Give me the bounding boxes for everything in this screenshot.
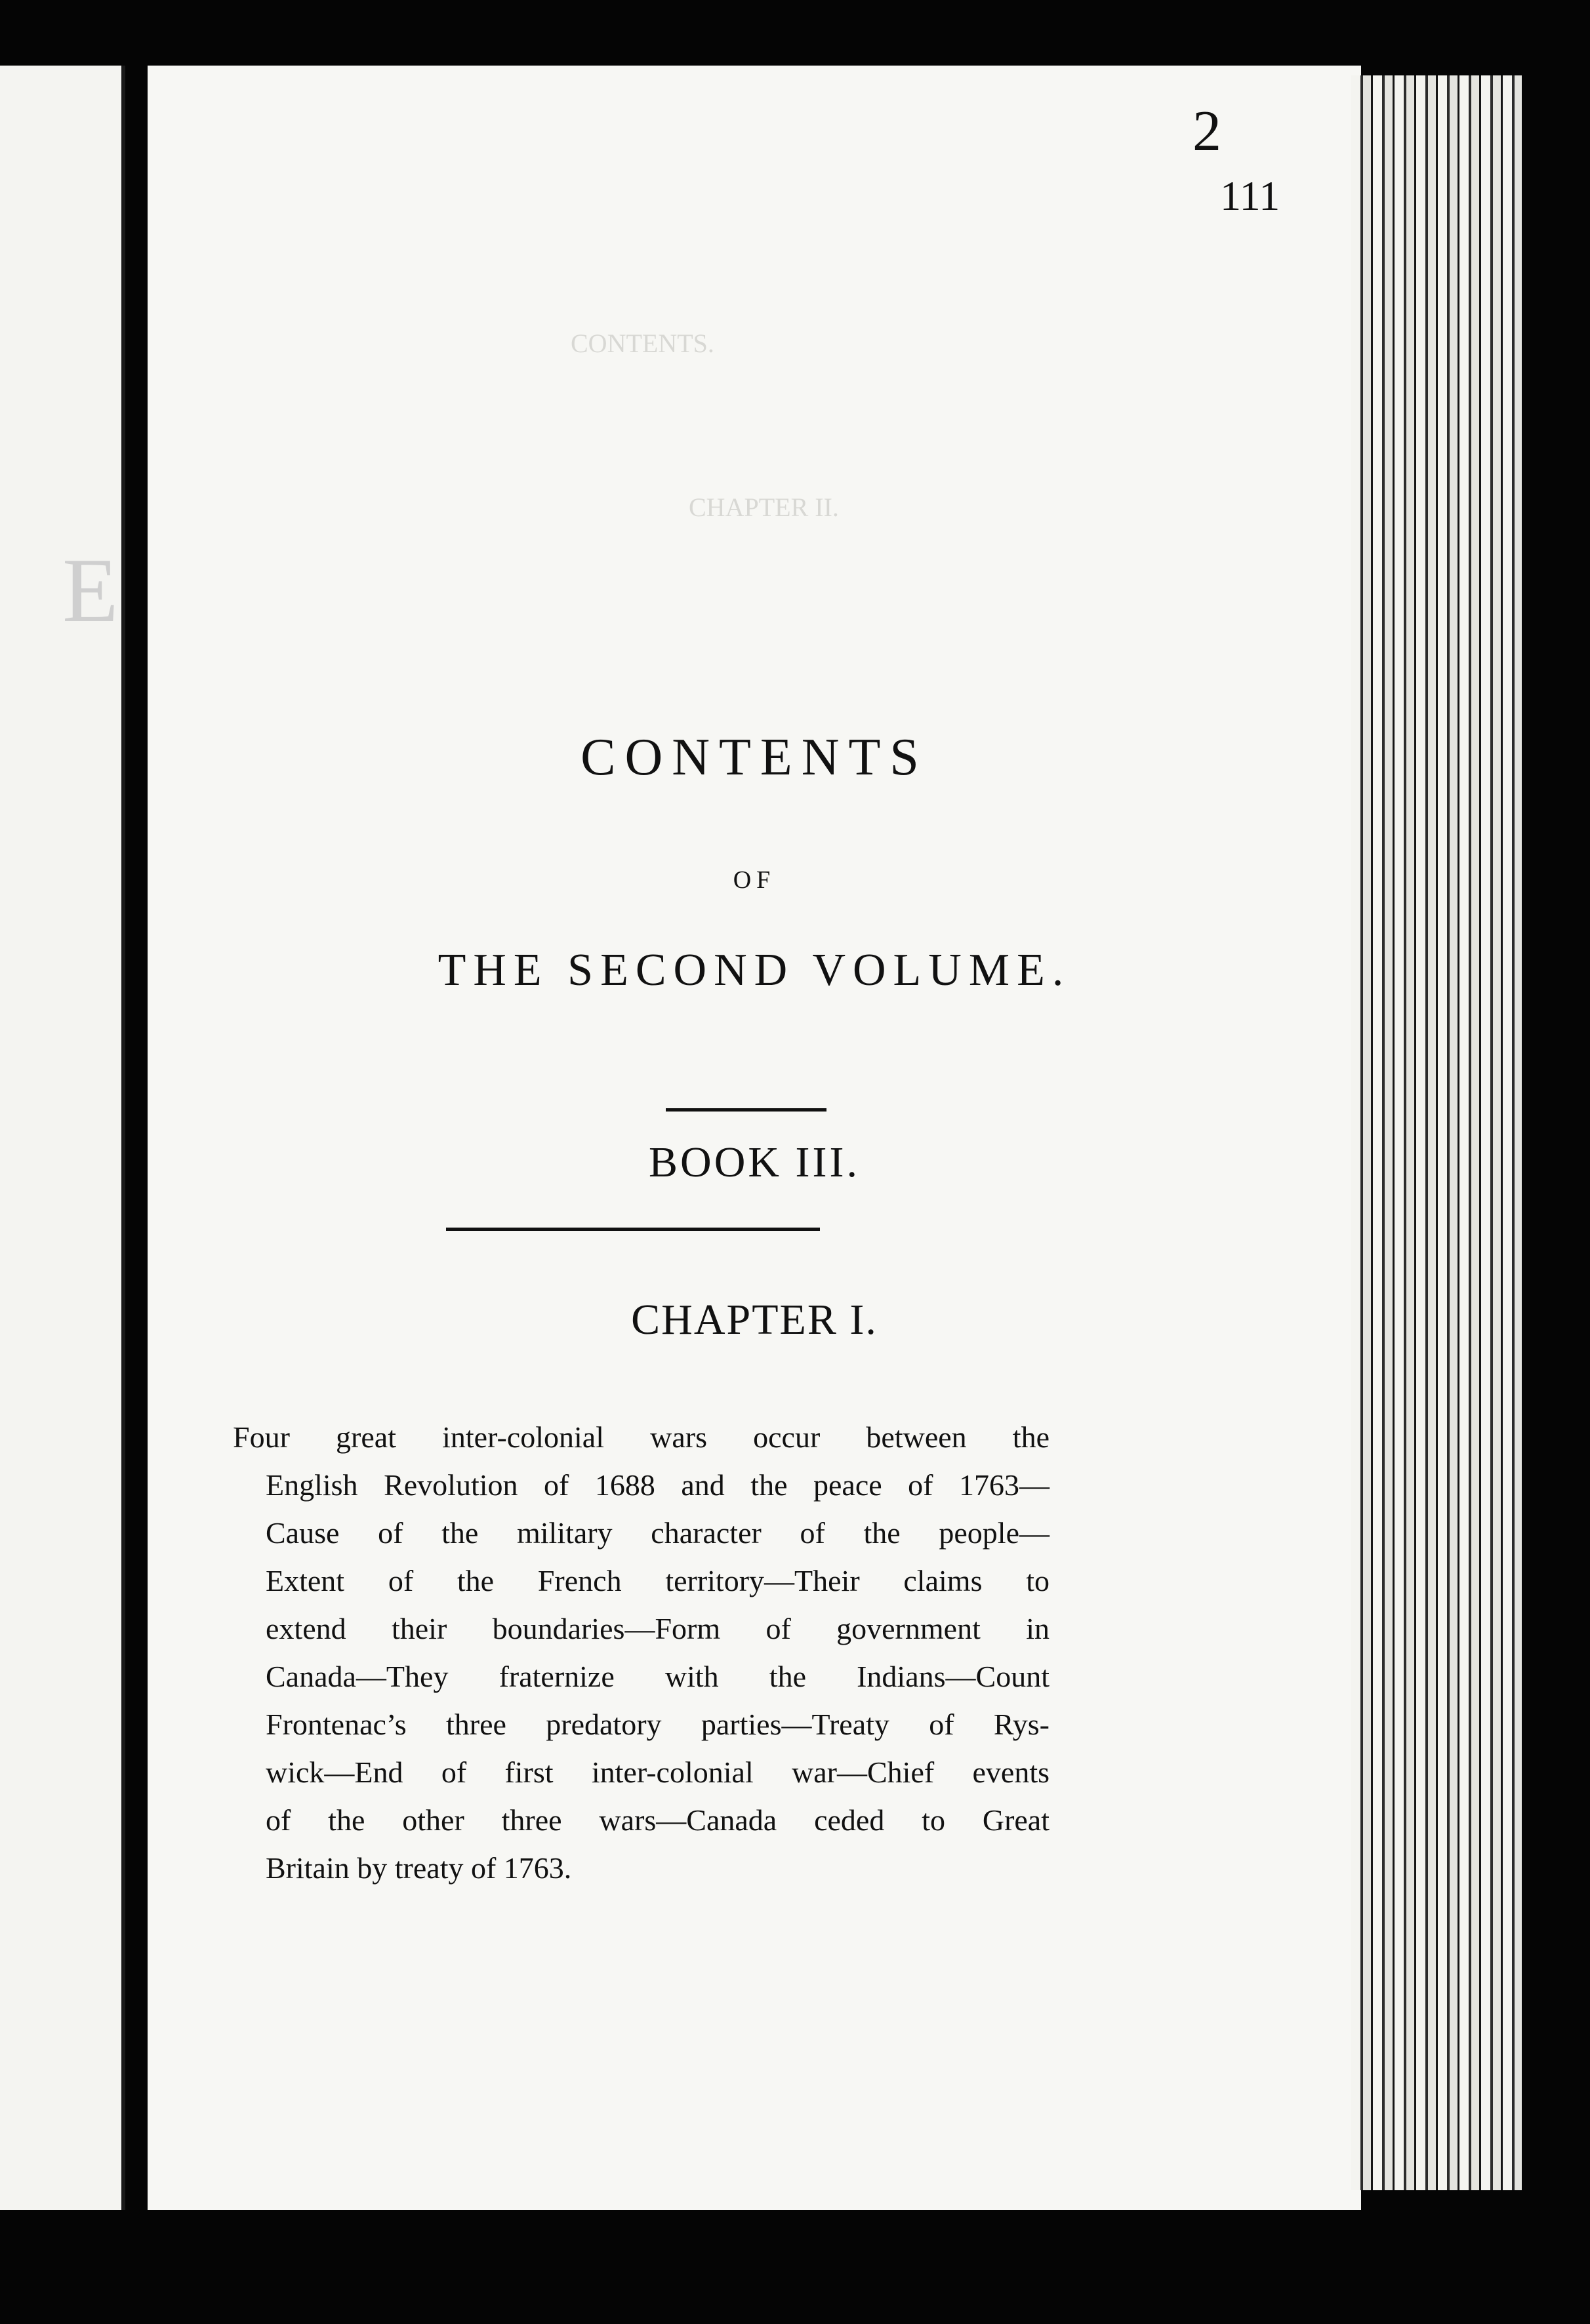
- page-number: 2: [1192, 100, 1221, 163]
- divider-rule: [666, 1108, 826, 1112]
- facing-page: [0, 66, 125, 2210]
- summary-line: of the other three wars—Canada ceded to Great: [266, 1803, 1050, 1837]
- of-heading: OF: [733, 866, 776, 894]
- divider-rule: [446, 1228, 820, 1231]
- handwritten-mark: 111: [1220, 172, 1280, 219]
- summary-line: Four great inter-colonial wars occur between the: [233, 1420, 1050, 1454]
- volume-heading: THE SECOND VOLUME.: [438, 945, 1071, 995]
- summary-line: English Revolution of 1688 and the peace of 1763—: [266, 1468, 1050, 1502]
- summary-line: wick—End of first inter-colonial war—Chief events: [266, 1755, 1050, 1789]
- contents-heading: CONTENTS: [581, 729, 928, 786]
- bleed-through: CONTENTS.: [571, 329, 714, 358]
- chapter-heading: CHAPTER I.: [631, 1296, 878, 1344]
- facing-page-edge-text: E: [62, 540, 119, 641]
- chapter-summary: [233, 1413, 1050, 1892]
- summary-line: Cause of the military character of the people—: [266, 1516, 1050, 1550]
- summary-line: extend their boundaries—Form of government in: [266, 1612, 1050, 1645]
- book-heading: BOOK III.: [649, 1138, 860, 1186]
- summary-line: Frontenac’s three predatory parties—Treaty of Rys-: [266, 1708, 1050, 1741]
- summary-line: Britain by treaty of 1763.: [266, 1851, 572, 1885]
- summary-line: Extent of the French territory—Their claims to: [266, 1564, 1050, 1597]
- bleed-through: CHAPTER II.: [689, 492, 839, 522]
- summary-line: Canada—They fraternize with the Indians—Count: [266, 1660, 1050, 1693]
- page-edges: [1351, 75, 1522, 2190]
